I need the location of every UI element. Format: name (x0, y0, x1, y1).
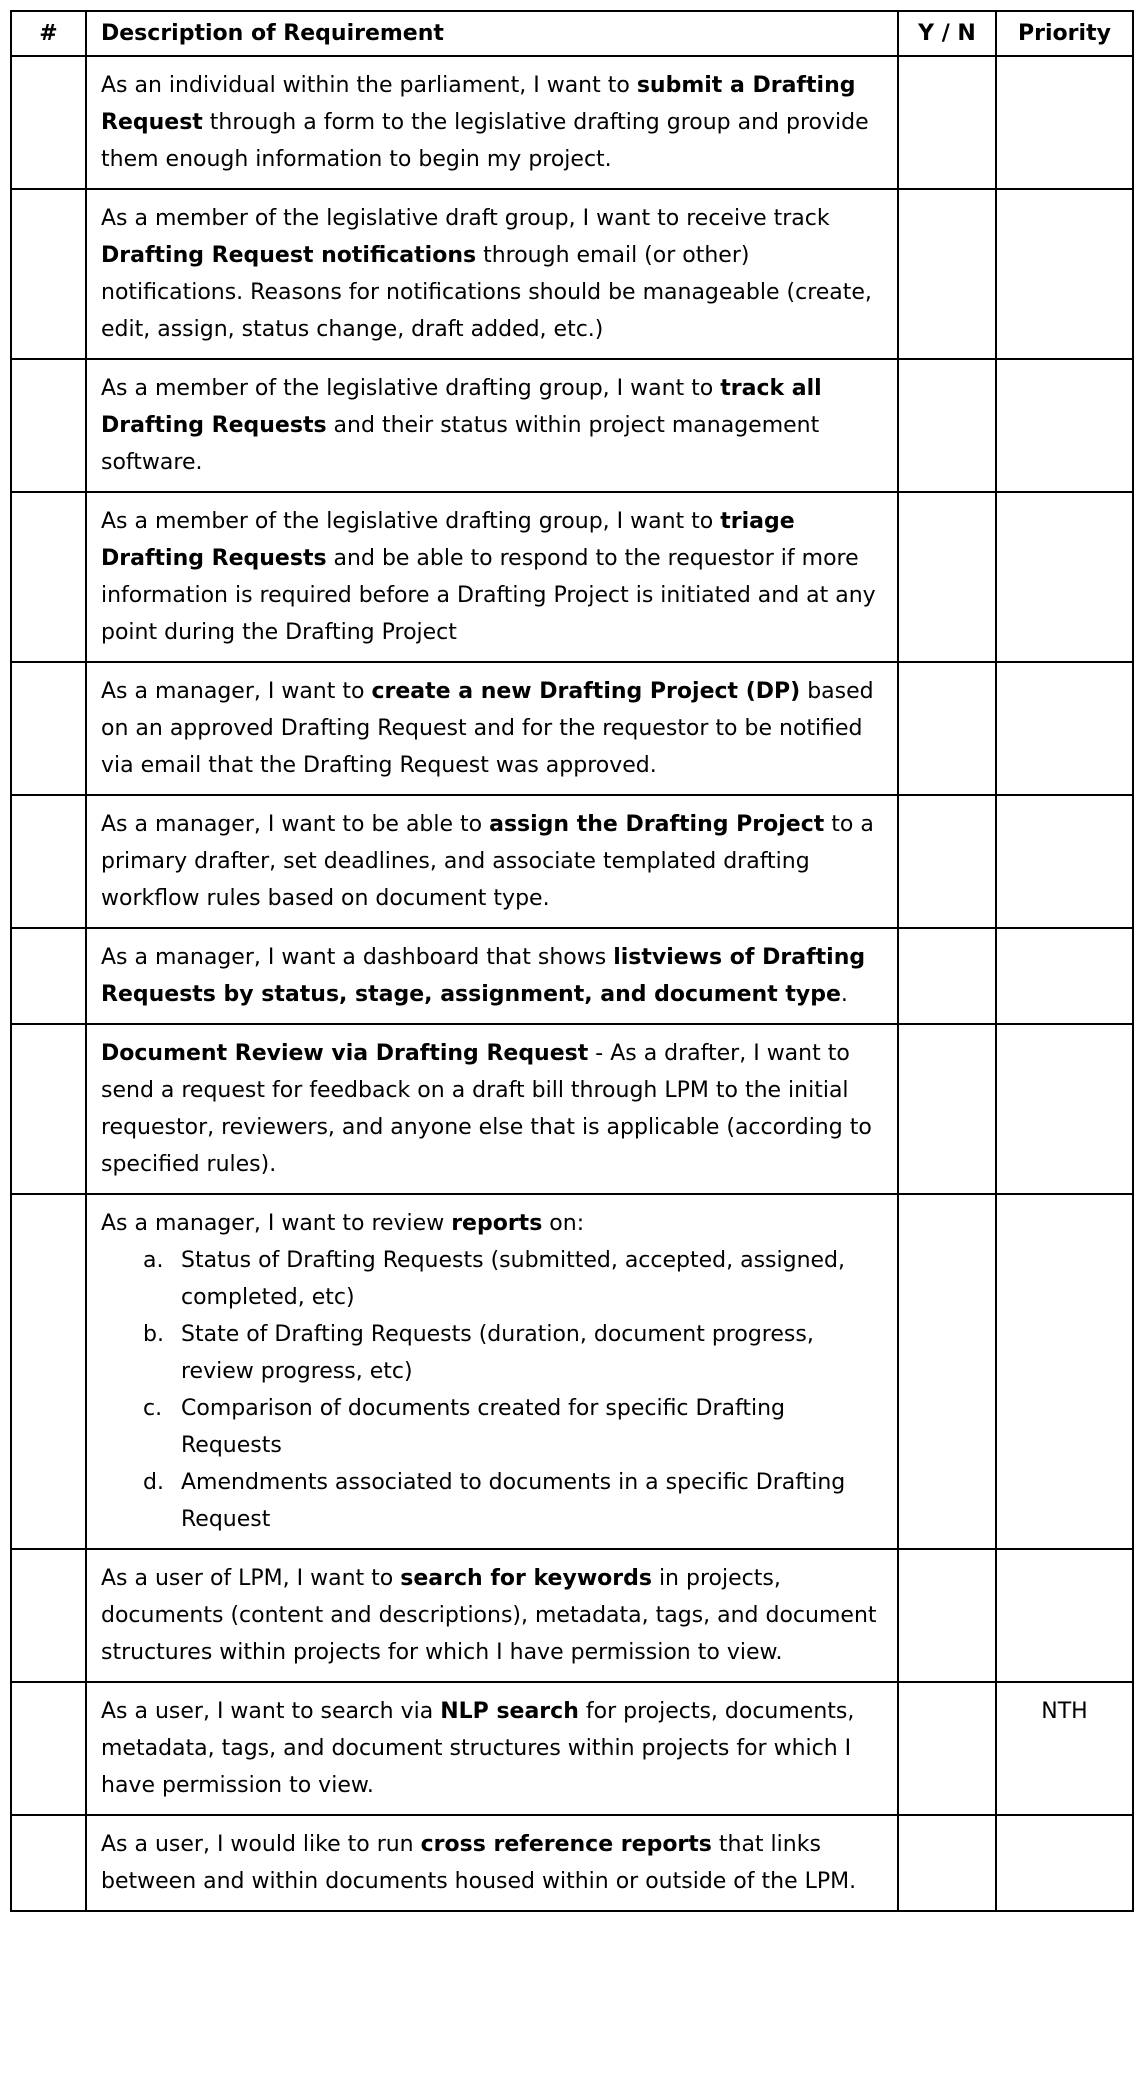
priority-cell (996, 928, 1133, 1024)
text-segment: As a manager, I want to be able to (101, 812, 490, 837)
requirements-table (10, 10, 1134, 1912)
paragraph (101, 370, 883, 481)
list-item (101, 1316, 883, 1390)
text-segment: on: (542, 1211, 585, 1236)
description-cell (86, 1815, 898, 1911)
description-cell (86, 1024, 898, 1194)
description-cell (86, 662, 898, 795)
bold-text-segment: search for keywords (400, 1566, 652, 1591)
number-cell (11, 1194, 86, 1549)
paragraph (101, 67, 883, 178)
table-row (11, 1682, 1133, 1815)
paragraph (101, 1560, 883, 1671)
priority-cell: NTH (996, 1682, 1133, 1815)
paragraph (101, 1035, 883, 1183)
bold-text-segment: submit a Drafting Request (101, 73, 856, 135)
list-text (181, 1316, 883, 1390)
number-cell (11, 56, 86, 189)
header-priority: Priority (996, 11, 1133, 56)
priority-cell (996, 189, 1133, 359)
paragraph (101, 1826, 883, 1900)
number-cell (11, 1024, 86, 1194)
priority-cell (996, 56, 1133, 189)
yn-cell (898, 1194, 996, 1549)
table-row (11, 56, 1133, 189)
priority-cell (996, 1194, 1133, 1549)
text-segment: State of Drafting Requests (duration, document progress, review progress, etc) (181, 1322, 814, 1384)
bold-text-segment: create a new Drafting Project (DP) (371, 679, 801, 704)
text-segment: Status of Drafting Requests (submitted, accepted, assigned, completed, etc) (181, 1248, 846, 1310)
table-body (11, 56, 1133, 1911)
text-segment: As a user, I want to search via (101, 1699, 441, 1724)
paragraph (101, 939, 883, 1013)
priority-cell (996, 795, 1133, 928)
text-segment: As a member of the legislative drafting group, I want to (101, 376, 721, 401)
description-cell (86, 189, 898, 359)
header-yn: Y / N (898, 11, 996, 56)
list-item (101, 1242, 883, 1316)
bold-text-segment: reports (451, 1211, 543, 1236)
text-segment: based on an approved Drafting Request and for the requestor to be notified via email that the Drafting Request was approved. (101, 679, 874, 778)
list-text (181, 1464, 883, 1538)
text-segment: for projects, documents, metadata, tags, and document structures within projects for which I have permission to view. (101, 1699, 855, 1798)
text-segment: Amendments associated to documents in a specific Drafting Request (181, 1470, 846, 1532)
list-text (181, 1390, 883, 1464)
priority-cell (996, 492, 1133, 662)
yn-cell (898, 1815, 996, 1911)
bold-text-segment: assign the Drafting Project (489, 812, 825, 837)
description-cell (86, 359, 898, 492)
text-segment: and be able to respond to the requestor if more information is required before a Drafting Project is initiated and at any point during the Drafting Project (101, 546, 876, 645)
text-segment: through email (or other) notifications. Reasons for notifications should be manageable (create, edit, assign, status change, draft added, etc.) (101, 243, 872, 342)
yn-cell (898, 795, 996, 928)
list-marker: b. (143, 1322, 164, 1347)
number-cell (11, 662, 86, 795)
text-segment: As a member of the legislative drafting group, I want to (101, 509, 721, 534)
bold-text-segment: NLP search (440, 1699, 579, 1724)
yn-cell (898, 359, 996, 492)
number-cell (11, 1549, 86, 1682)
description-cell (86, 928, 898, 1024)
yn-cell (898, 1549, 996, 1682)
description-cell (86, 56, 898, 189)
priority-cell (996, 1815, 1133, 1911)
bold-text-segment: Drafting Request notifications (101, 243, 477, 268)
bold-text-segment: listviews of Drafting Requests by status, stage, assignment, and document type (101, 945, 866, 1007)
table-row (11, 928, 1133, 1024)
number-cell (11, 359, 86, 492)
text-segment: and their status within project management software. (101, 413, 820, 475)
table-row (11, 1024, 1133, 1194)
description-cell (86, 1194, 898, 1549)
text-segment: through a form to the legislative drafting group and provide them enough information to begin my project. (101, 110, 869, 172)
table-row (11, 189, 1133, 359)
list-text (181, 1242, 883, 1316)
table-row (11, 1194, 1133, 1549)
list-item (101, 1464, 883, 1538)
paragraph (101, 806, 883, 917)
text-segment: As a member of the legislative draft group, I want to receive track (101, 206, 830, 231)
priority-cell (996, 1549, 1133, 1682)
number-cell (11, 1682, 86, 1815)
list-marker: a. (143, 1248, 164, 1273)
bold-text-segment: cross reference reports (420, 1832, 712, 1857)
description-cell (86, 1682, 898, 1815)
text-segment: to a primary drafter, set deadlines, and associate templated drafting workflow rules based on document type. (101, 812, 874, 911)
paragraph (101, 1205, 883, 1242)
table-row (11, 1549, 1133, 1682)
header-row (11, 11, 1133, 56)
paragraph (101, 1693, 883, 1804)
yn-cell (898, 56, 996, 189)
yn-cell (898, 1682, 996, 1815)
description-cell (86, 1549, 898, 1682)
yn-cell (898, 492, 996, 662)
priority-cell (996, 662, 1133, 795)
text-segment: As a user, I would like to run (101, 1832, 421, 1857)
number-cell (11, 492, 86, 662)
paragraph (101, 673, 883, 784)
paragraph (101, 200, 883, 348)
yn-cell (898, 662, 996, 795)
text-segment: - As a drafter, I want to send a request for feedback on a draft bill through LPM to the initial requestor, reviewers, and anyone else that is applicable (according to specified rules). (101, 1041, 872, 1177)
text-segment: As a manager, I want a dashboard that shows (101, 945, 614, 970)
list-marker: d. (143, 1470, 164, 1495)
list-marker: c. (143, 1396, 163, 1421)
bold-text-segment: triage Drafting Requests (101, 509, 795, 571)
text-segment: that links between and within documents housed within or outside of the LPM. (101, 1832, 857, 1894)
table-row (11, 1815, 1133, 1911)
bold-text-segment: track all Drafting Requests (101, 376, 822, 438)
table-row (11, 662, 1133, 795)
number-cell (11, 795, 86, 928)
text-segment: As a user of LPM, I want to (101, 1566, 401, 1591)
header-number: # (11, 11, 86, 56)
table-row (11, 795, 1133, 928)
yn-cell (898, 1024, 996, 1194)
text-segment: Comparison of documents created for specific Drafting Requests (181, 1396, 785, 1458)
text-segment: As a manager, I want to (101, 679, 372, 704)
priority-cell (996, 1024, 1133, 1194)
priority-cell (996, 359, 1133, 492)
text-segment: . (840, 982, 848, 1007)
bold-text-segment: Document Review via Drafting Request (101, 1041, 589, 1066)
table-row (11, 359, 1133, 492)
text-segment: in projects, documents (content and descriptions), metadata, tags, and document structures within projects for which I have permission to view. (101, 1566, 877, 1665)
text-segment: As a manager, I want to review (101, 1211, 452, 1236)
yn-cell (898, 928, 996, 1024)
list-item (101, 1390, 883, 1464)
description-cell (86, 492, 898, 662)
text-segment: As an individual within the parliament, I want to (101, 73, 637, 98)
header-description: Description of Requirement (86, 11, 898, 56)
number-cell (11, 1815, 86, 1911)
yn-cell (898, 189, 996, 359)
description-cell (86, 795, 898, 928)
paragraph (101, 503, 883, 651)
number-cell (11, 928, 86, 1024)
number-cell (11, 189, 86, 359)
table-row (11, 492, 1133, 662)
